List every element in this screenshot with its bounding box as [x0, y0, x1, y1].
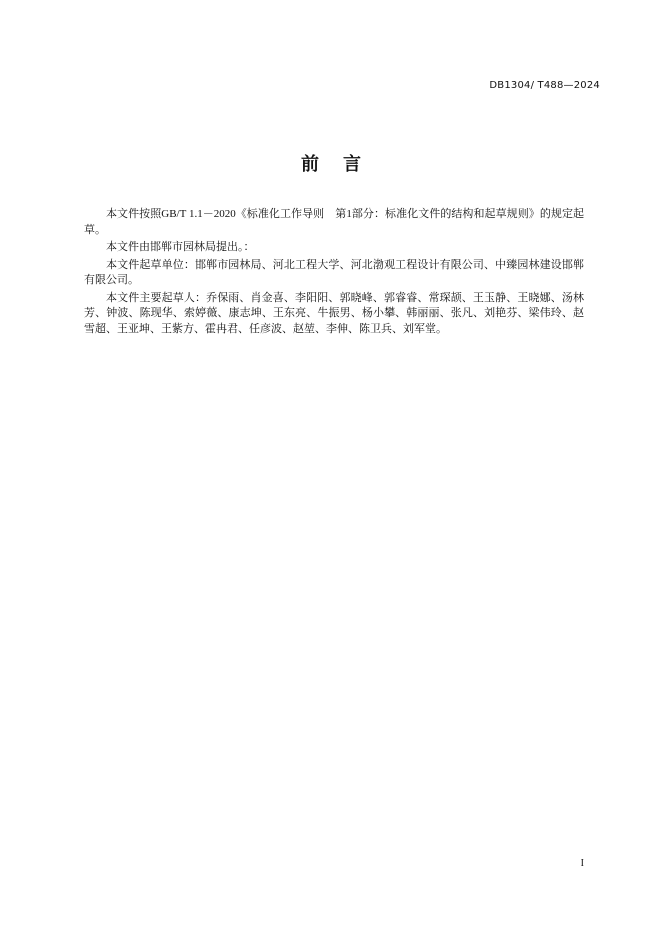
page-title: [0, 150, 662, 176]
paragraph-drafting-units: 本文件起草单位：邯郸市园林局、河北工程大学、河北渤观工程设计有限公司、中臻园林建设邯郸有限公司。: [84, 258, 584, 286]
title-char-1: 前: [301, 154, 319, 175]
document-code: DB1304/ T488—2024: [489, 80, 600, 91]
paragraph-proposer: 本文件由邯郸市园林局提出。：: [106, 241, 255, 253]
title-char-2: 言: [343, 154, 361, 175]
page-number: I: [580, 858, 584, 869]
paragraph-drafting-basis: 本文件按照GB/T 1.1－2020《标准化工作导则 第1部分：标准化文件的结构和起草规则》的规定起草。: [84, 208, 584, 236]
paragraph-drafters: 本文件主要起草人：乔保雨、肖金喜、李阳阳、郭晓峰、郭睿睿、常琛颉、王玉静、王晓娜、汤林芳、钟波、陈现华、索婷薇、康志坤、王东亮、牛振男、杨小攀、韩丽丽、张凡、刘艳芬、梁伟玲、赵雪超、王亚坤、王紫方、霍冉君、任彦波、赵堃、李伸、陈卫兵、刘军堂。: [84, 291, 584, 335]
foreword-body: [84, 207, 584, 339]
